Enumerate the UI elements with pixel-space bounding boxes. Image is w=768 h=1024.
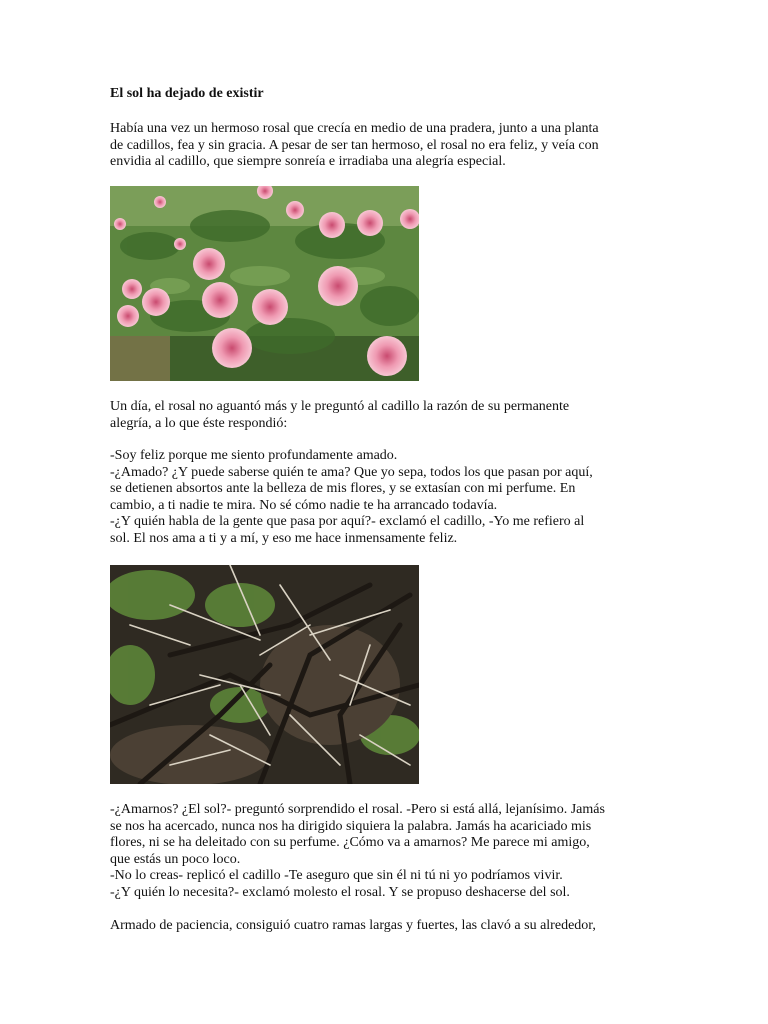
rose-bush-photo-icon xyxy=(110,186,419,381)
text-line: -Soy feliz porque me siento profundamente amado. xyxy=(110,448,398,463)
text-line: -¿Amarnos? ¿El sol?- preguntó sorprendido el rosal. -Pero si está allá, lejanísimo. Jamás xyxy=(110,802,605,817)
paragraph-question xyxy=(110,399,670,432)
text-line: -No lo creas- replicó el cadillo -Te aseguro que sin él ni tú ni yo podríamos vivir. xyxy=(110,868,563,883)
text-line: sol. El nos ama a ti y a mí, y eso me hace inmensamente feliz. xyxy=(110,530,458,546)
text-line: -¿Y quién habla de la gente que pasa por aquí?- exclamó el cadillo, -Yo me refiero al xyxy=(110,514,585,529)
paragraph-closing xyxy=(110,918,670,935)
thorny-bush-image xyxy=(110,565,419,784)
text-line: Había una vez un hermoso rosal que crecía en medio de una pradera, junto a una planta xyxy=(110,121,599,136)
document-title: El sol ha dejado de existir xyxy=(110,86,264,101)
text-line: Armado de paciencia, consiguió cuatro ramas largas y fuertes, las clavó a su alrededor, xyxy=(110,918,596,933)
text-line: se nos ha acercado, nunca nos ha dirigido siquiera la palabra. Jamás ha acariciado mis xyxy=(110,818,592,834)
rose-bush-image xyxy=(110,186,419,381)
thorny-bush-photo-icon xyxy=(110,565,419,784)
text-line: alegría, a lo que éste respondió: xyxy=(110,415,288,431)
text-line: se detienen absortos ante la belleza de mis flores, y se extasían con mi perfume. En xyxy=(110,481,576,496)
text-line: que estás un poco loco. xyxy=(110,851,241,867)
text-line: -¿Y quién lo necesita?- exclamó molesto el rosal. Y se propuso deshacerse del sol. xyxy=(110,884,570,900)
text-line: envidia al cadillo, que siempre sonreía e irradiaba una alegría especial. xyxy=(110,154,506,169)
dialogue-block-2 xyxy=(110,802,670,901)
dialogue-block-1 xyxy=(110,448,670,547)
text-line: de cadillos, fea y sin gracia. A pesar de ser tan hermoso, el rosal no era feliz, y veía con xyxy=(110,137,599,153)
text-line: cambio, a ti nadie te mira. No sé cómo nadie te ha arrancado todavía. xyxy=(110,497,498,513)
paragraph-intro xyxy=(110,121,670,171)
text-line: -¿Amado? ¿Y puede saberse quién te ama? Que yo sepa, todos los que pasan por aquí, xyxy=(110,464,593,480)
text-line: Un día, el rosal no aguantó más y le preguntó al cadillo la razón de su permanente xyxy=(110,399,570,414)
text-line: flores, ni se ha deleitado con su perfume. ¿Cómo va a amarnos? Me parece mi amigo, xyxy=(110,835,590,850)
